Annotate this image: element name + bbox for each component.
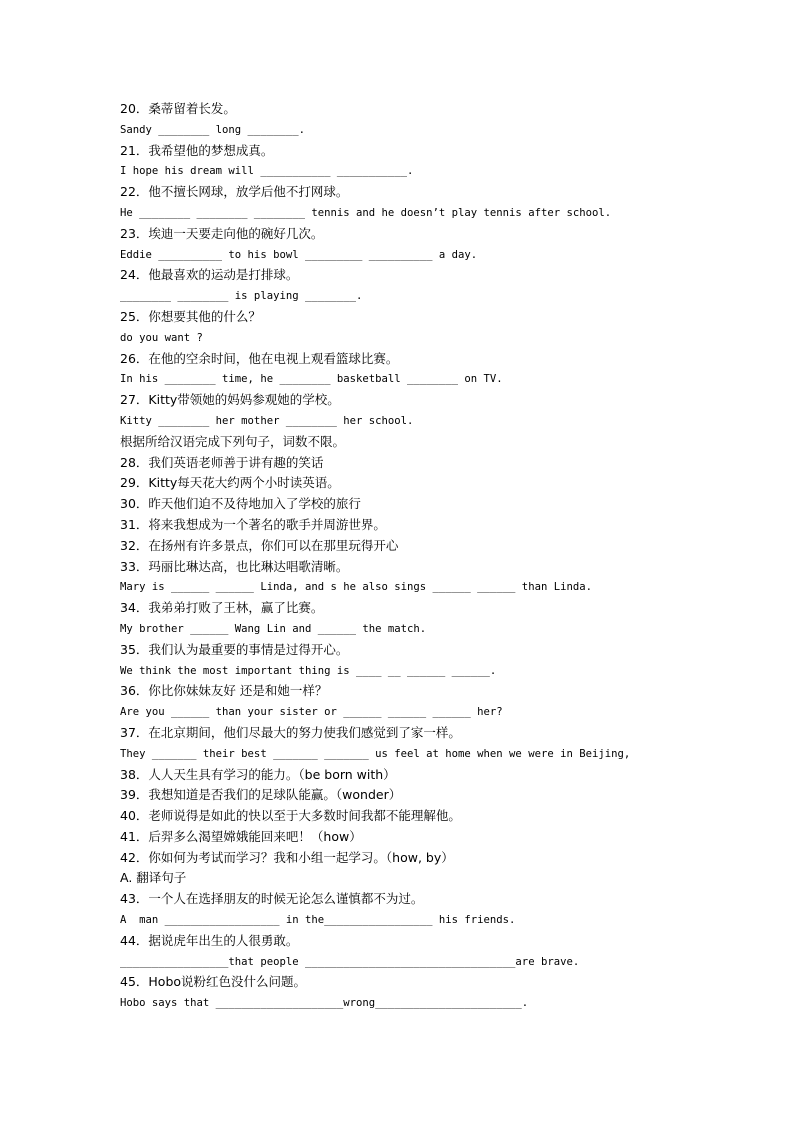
question-35-prompt: 35．我们认为最重要的事情是过得开心。 bbox=[120, 641, 349, 657]
question-45-answer-line: Hobo says that ____________________wrong_______________________. bbox=[120, 997, 529, 1010]
worksheet-content bbox=[120, 99, 720, 1014]
question-43-answer-line: A man __________________ in the_________________ his friends. bbox=[120, 914, 516, 927]
question-43-prompt: 43．一个人在选择朋友的时候无论怎么谨慎都不为过。 bbox=[120, 891, 424, 907]
section-a-heading: A. 翻译句子 bbox=[120, 870, 187, 886]
question-42-prompt: 42．你如何为考试而学习？我和小组一起学习。（how, by） bbox=[120, 849, 454, 865]
question-23-answer-line: Eddie __________ to his bowl _________ __________ a day. bbox=[120, 248, 478, 261]
question-21-answer-line: I hope his dream will ___________ ___________. bbox=[120, 165, 414, 178]
question-34-prompt: 34．我弟弟打败了王林，赢了比赛。 bbox=[120, 600, 324, 616]
question-27-prompt: 27．Kitty带领她的妈妈参观她的学校。 bbox=[120, 392, 340, 408]
question-36-answer-line: Are you ______ than your sister or ______ ______ ______ her? bbox=[120, 706, 503, 719]
question-45-prompt: 45．Hobo说粉红色没什么问题。 bbox=[120, 974, 307, 990]
question-40-prompt: 40．老师说得是如此的快以至于大多数时间我都不能理解他。 bbox=[120, 808, 461, 824]
question-34-answer-line: My brother ______ Wang Lin and ______ the match. bbox=[120, 622, 427, 635]
question-20-answer-line: Sandy ________ long ________. bbox=[120, 123, 305, 136]
question-31-prompt: 31．将来我想成为一个著名的歌手并周游世界。 bbox=[120, 516, 386, 532]
question-24-prompt: 24．他最喜欢的运动是打排球。 bbox=[120, 267, 299, 283]
question-39-prompt: 39．我想知道是否我们的足球队能赢。（wonder） bbox=[120, 787, 402, 803]
question-26-answer-line: In his ________ time, he ________ basketball ________ on TV. bbox=[120, 373, 503, 386]
question-25-answer-line: do you want ? bbox=[120, 331, 203, 344]
question-44-answer-line: _________________that people _________________________________are brave. bbox=[120, 955, 580, 968]
question-25-prompt: 25．你想要其他的什么？ bbox=[120, 308, 261, 324]
question-37-answer-line: They _______ their best _______ _______ us feel at home when we were in Beijing, bbox=[120, 747, 631, 760]
question-36-prompt: 36．你比你妹妹友好 还是和她一样？ bbox=[120, 683, 328, 699]
question-23-prompt: 23．埃迪一天要走向他的碗好几次。 bbox=[120, 225, 324, 241]
question-37-prompt: 37．在北京期间，他们尽最大的努力使我们感觉到了家一样。 bbox=[120, 724, 461, 740]
question-22-answer-line: He ________ ________ ________ tennis and he doesn’t play tennis after school. bbox=[120, 206, 612, 219]
question-26-prompt: 26．在他的空余时间，他在电视上观看篮球比赛。 bbox=[120, 350, 399, 366]
question-32-prompt: 32．在扬州有许多景点，你们可以在那里玩得开心 bbox=[120, 537, 399, 553]
section-instruction: 根据所给汉语完成下列句子，词数不限。 bbox=[120, 433, 346, 449]
question-27-answer-line: Kitty ________ her mother ________ her school. bbox=[120, 414, 414, 427]
question-33-prompt: 33．玛丽比琳达高，也比琳达唱歌清晰。 bbox=[120, 558, 349, 574]
question-35-answer-line: We think the most important thing is ____ __ ______ ______. bbox=[120, 664, 497, 677]
question-24-answer-line: ________ ________ is playing ________. bbox=[120, 290, 363, 303]
question-38-prompt: 38．人人天生具有学习的能力。（be born with） bbox=[120, 766, 396, 782]
question-44-prompt: 44．据说虎年出生的人很勇敢。 bbox=[120, 932, 299, 948]
question-21-prompt: 21．我希望他的梦想成真。 bbox=[120, 142, 274, 158]
question-20-prompt: 20．桑蒂留着长发。 bbox=[120, 101, 236, 116]
question-28-prompt: 28．我们英语老师善于讲有趣的笑话 bbox=[120, 454, 324, 470]
question-29-prompt: 29．Kitty每天花大约两个小时读英语。 bbox=[120, 475, 340, 491]
question-41-prompt: 41．后羿多么渴望嫦娥能回来吧！（how） bbox=[120, 828, 362, 844]
question-33-answer-line: Mary is ______ ______ Linda, and s he also sings ______ ______ than Linda. bbox=[120, 581, 592, 594]
question-22-prompt: 22．他不擅长网球，放学后他不打网球。 bbox=[120, 184, 349, 200]
question-30-prompt: 30．昨天他们迫不及待地加入了学校的旅行 bbox=[120, 496, 361, 512]
